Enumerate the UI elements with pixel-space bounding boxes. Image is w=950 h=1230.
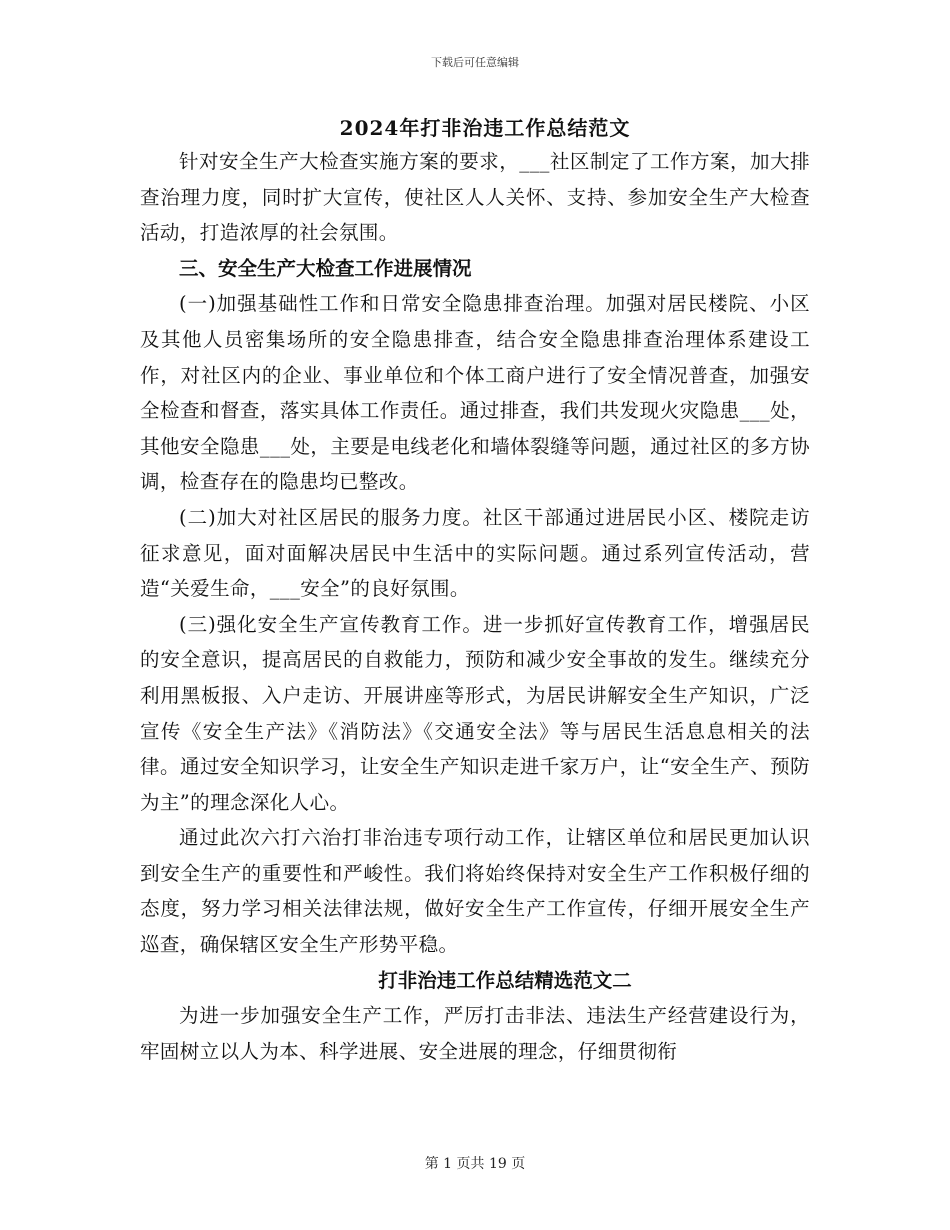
document-title: 2024年打非治违工作总结范文 (339, 116, 631, 140)
conclusion-paragraph: 通过此次六打六治打非治违专项行动工作，让辖区单位和居民更加认识到安全生产的重要性和严峻性。我们将始终保持对安全生产工作积极仔细的态度，努力学习相关法律法规，做好安全生产工作宣传，仔细开展安全生产巡查，确保辖区安全生产形势平稳。 (140, 826, 810, 957)
section-paragraph-1: (一)加强基础性工作和日常安全隐患排查治理。加强对居民楼院、小区及其他人员密集场所的安全隐患排查，结合安全隐患排查治理体系建设工作，对社区内的企业、事业单位和个体工商户进行了安全情况普查，加强安全检查和督查，落实具体工作责任。通过排查，我们共发现火灾隐患___处，其他安全隐患___处，主要是电线老化和墙体裂缝等问题，通过社区的多方协调，检查存在的隐患均已整改。 (140, 292, 810, 494)
second-article-title: 打非治违工作总结精选范文二 (378, 968, 632, 992)
second-article-paragraph: 为进一步加强安全生产工作，严厉打击非法、违法生产经营建设行为，牢固树立以人为本、科学进展、安全进展的理念，仔细贯彻衔 (140, 1004, 810, 1063)
section-heading: 三、安全生产大检查工作进展情况 (179, 256, 472, 280)
document-body (140, 112, 810, 1069)
intro-paragraph: 针对安全生产大检查实施方案的要求，___社区制定了工作方案，加大排查治理力度，同时扩大宣传，使社区人人关怀、支持、参加安全生产大检查活动，打造浓厚的社会氛围。 (140, 150, 810, 245)
section-paragraph-3: (三)强化安全生产宣传教育工作。进一步抓好宣传教育工作，增强居民的安全意识，提高居民的自救能力，预防和减少安全事故的发生。继续充分利用黑板报、入户走访、开展讲座等形式，为居民讲解安全生产知识，广泛宣传《安全生产法》《消防法》《交通安全法》等与居民生活息息相关的法律。通过安全知识学习，让安全生产知识走进千家万户，让“安全生产、预防为主”的理念深化人心。 (140, 612, 810, 814)
top-note: 下载后可任意编辑 (431, 56, 519, 69)
section-paragraph-2: (二)加大对社区居民的服务力度。社区干部通过进居民小区、楼院走访征求意见，面对面解决居民中生活中的实际问题。通过系列宣传活动，营造“关爱生命，___安全”的良好氛围。 (140, 505, 810, 601)
page-number: 第 1 页共 19 页 (424, 1156, 526, 1172)
